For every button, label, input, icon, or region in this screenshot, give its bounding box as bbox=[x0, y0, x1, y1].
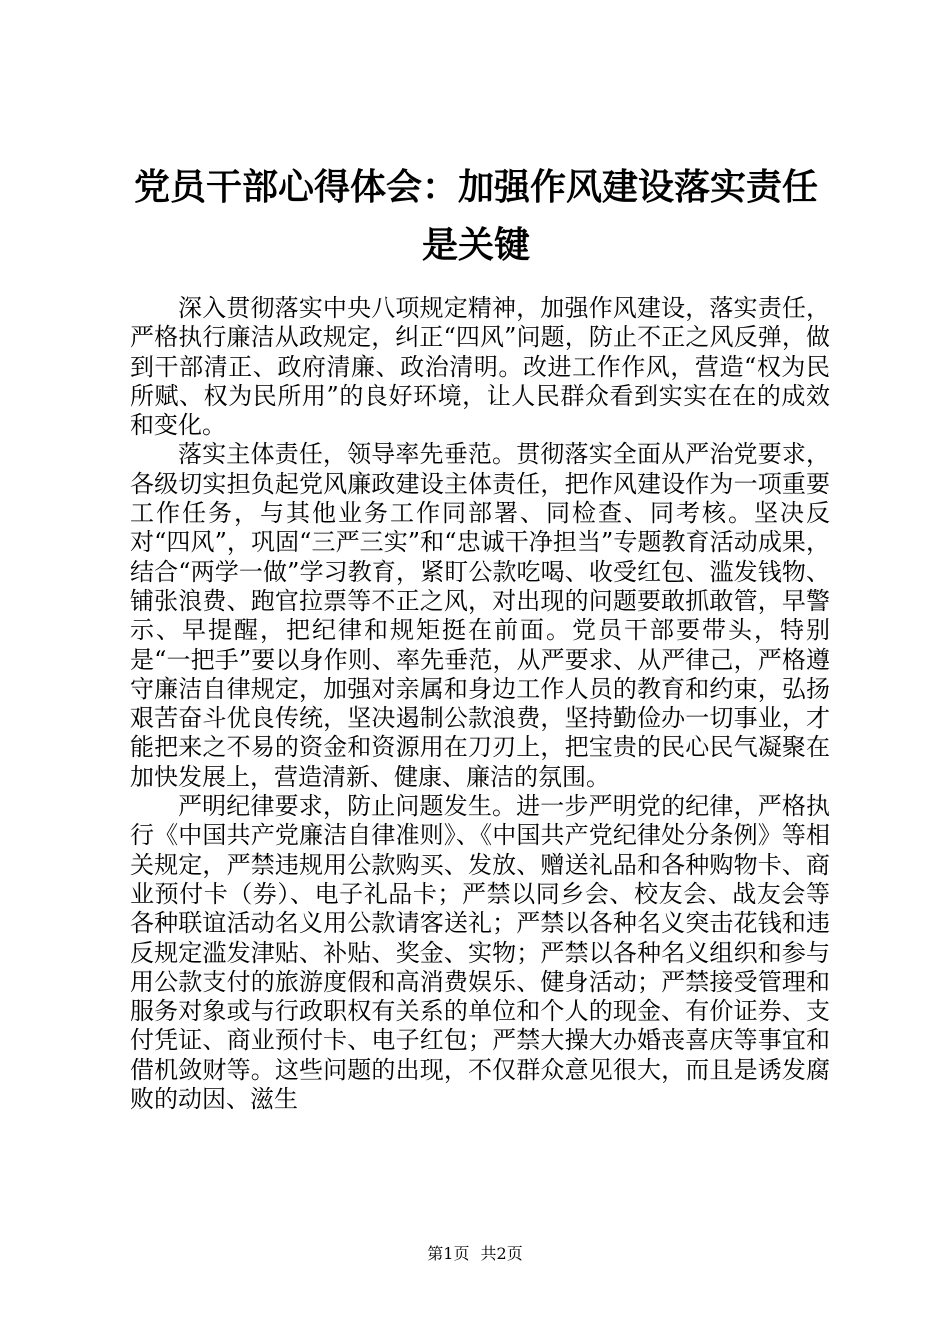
paragraph: 落实主体责任，领导率先垂范。贯彻落实全面从严治党要求，各级切实担负起党风廉政建设主体责任，把作风建设作为一项重要工作任务，与其他业务工作同部署、同检查、同考核。坚决反对“四风”，巩固“三严三实”和“忠诚干净担当”专题教育活动成果，结合“两学一做”学习教育，紧盯公款吃喝、收受红包、滥发钱物、铺张浪费、跑官拉票等不正之风，对出现的问题要敢抓敢管，早警示、早提醒，把纪律和规矩挺在前面。党员干部要带头，特别是“一把手”要以身作则、率先垂范，从严要求、从严律己，严格遵守廉洁自律规定，加强对亲属和身边工作人员的教育和约束，弘扬艰苦奋斗优良传统，坚决遏制公款浪费，坚持勤俭办一切事业，才能把来之不易的资金和资源用在刀刃上，把宝贵的民心民气凝聚在加快发展上，营造清新、健康、廉洁的氛围。 bbox=[130, 440, 830, 791]
paragraph: 严明纪律要求，防止问题发生。进一步严明党的纪律，严格执行《中国共产党廉洁自律准则》、《中国共产党纪律处分条例》等相关规定，严禁违规用公款购买、发放、赠送礼品和各种购物卡、商业预付卡（券）、电子礼品卡；严禁以同乡会、校友会、战友会等各种联谊活动名义用公款请客送礼；严禁以各种名义突击花钱和违反规定滥发津贴、补贴、奖金、实物；严禁以各种名义组织和参与用公款支付的旅游度假和高消费娱乐、健身活动；严禁接受管理和服务对象或与行政职权有关系的单位和个人的现金、有价证券、支付凭证、商业预付卡、电子红包；严禁大操大办婚丧喜庆等事宜和借机敛财等。这些问题的出现，不仅群众意见很大，而且是诱发腐败的动因、滋生 bbox=[130, 792, 830, 1114]
page-total: 共2页 bbox=[480, 1244, 523, 1263]
document-body bbox=[130, 294, 830, 1114]
page-number: 第1页 bbox=[427, 1244, 470, 1263]
document-title: 党员干部心得体会：加强作风建设落实责任是关键 bbox=[133, 166, 818, 266]
page-footer bbox=[0, 1244, 950, 1264]
paragraph: 深入贯彻落实中央八项规定精神，加强作风建设，落实责任，严格执行廉洁从政规定，纠正“四风”问题，防止不正之风反弹，做到干部清正、政府清廉、政治清明。改进工作作风，营造“权为民所赋、权为民所用”的良好环境，让人民群众看到实实在在的成效和变化。 bbox=[130, 294, 830, 440]
